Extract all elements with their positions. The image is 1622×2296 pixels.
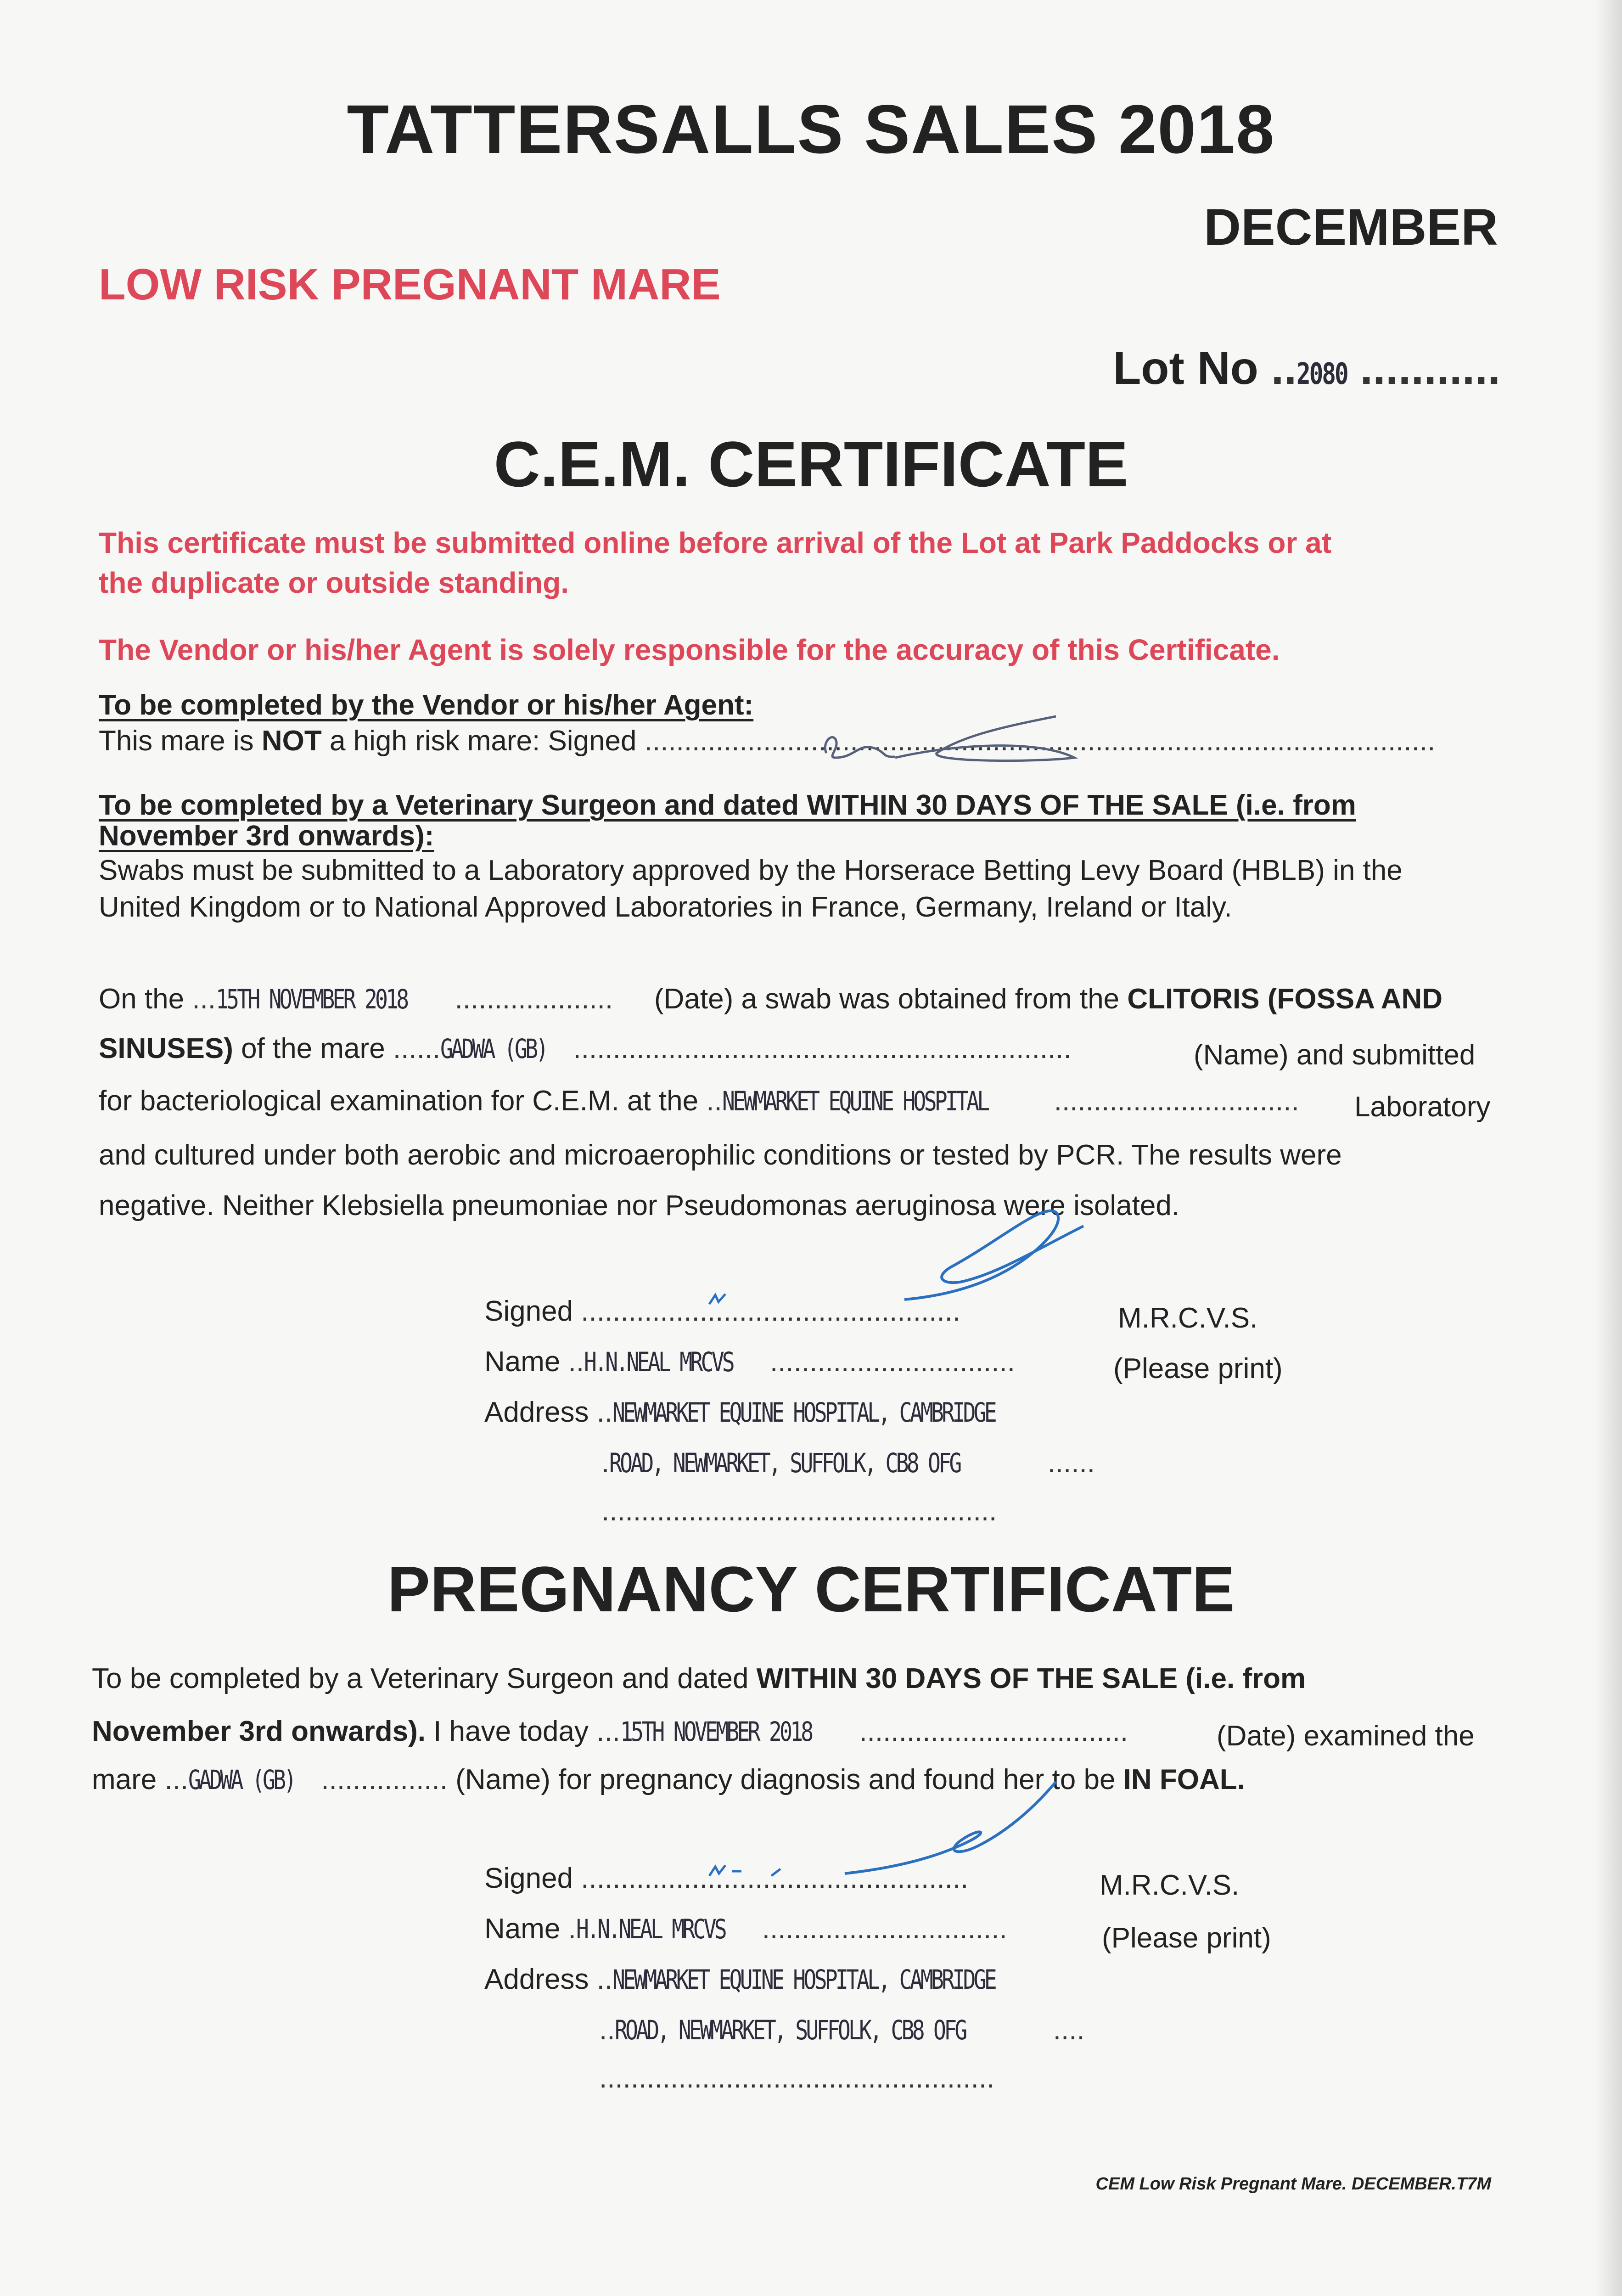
vet-section-heading-line1: To be completed by a Veterinary Surgeon and dated WITHIN 30 DAYS OF THE SALE (i.e. from bbox=[99, 789, 1356, 821]
cem-address-line1-field: NEWMARKET EQUINE HOSPITAL, CAMBRIDGE bbox=[612, 1397, 995, 1428]
document-title: TATTERSALLS SALES 2018 bbox=[347, 90, 1275, 168]
notice-submit-online-line1: This certificate must be submitted online before arrival of the Lot at Park Paddocks or at bbox=[99, 526, 1332, 559]
pregnancy-name-row: Name .H.N.NEAL MRCVS ............................... bbox=[484, 1913, 1007, 1945]
cem-lab-field: NEWMARKET EQUINE HOSPITAL bbox=[722, 1086, 988, 1117]
cem-lab-row-right: Laboratory bbox=[1354, 1091, 1491, 1123]
vendor-declaration-row: This mare is NOT a high risk mare: Signed .................................................................................................... bbox=[99, 725, 1436, 757]
cem-mare-row: SINUSES) of the mare ......GADWA (GB) ............................................................... bbox=[99, 1033, 1072, 1064]
mare-category: LOW RISK PREGNANT MARE bbox=[99, 260, 721, 309]
pregnancy-mare-name-field: GADWA (GB) bbox=[188, 1764, 295, 1795]
pregnancy-address-row: Address ..NEWMARKET EQUINE HOSPITAL, CAMBRIDGE bbox=[484, 1964, 995, 1995]
pregnancy-address-line2-field: ROAD, NEWMARKET, SUFFOLK, CB8 OFG bbox=[615, 2015, 965, 2046]
pregnancy-para-line2: November 3rd onwards). I have today ...15TH NOVEMBER 2018 .................................. bbox=[92, 1716, 1128, 1747]
cem-signed-row: Signed ................................................ bbox=[484, 1295, 961, 1327]
cem-lab-row: for bacteriological examination for C.E.M. at the ..NEWMARKET EQUINE HOSPITAL ............................... bbox=[99, 1085, 1299, 1117]
vendor-section-heading: To be completed by the Vendor or his/her Agent: bbox=[99, 689, 754, 721]
pregnancy-mrcvs-label: M.R.C.V.S. bbox=[1100, 1869, 1240, 1901]
cem-swab-date-field: 15TH NOVEMBER 2018 bbox=[216, 984, 407, 1015]
swab-requirement-line2: United Kingdom or to National Approved Laboratories in France, Germany, Ireland or Italy. bbox=[99, 891, 1232, 923]
pregnancy-signed-row: Signed ................................................. bbox=[484, 1863, 969, 1894]
sale-month: DECEMBER bbox=[1204, 198, 1498, 256]
pregnancy-para-line3: mare ...GADWA (GB) ................ (Name) for pregnancy diagnosis and found her to be IN FOAL. bbox=[92, 1764, 1245, 1795]
cem-mare-row-right: (Name) and submitted bbox=[1194, 1039, 1476, 1071]
vendor-signature bbox=[817, 689, 1139, 771]
pregnancy-address-line1-field: NEWMARKET EQUINE HOSPITAL, CAMBRIDGE bbox=[612, 1964, 995, 1995]
lot-label: Lot No bbox=[1113, 343, 1258, 394]
cem-cultured-text: and cultured under both aerobic and microaerophilic conditions or tested by PCR. The results were bbox=[99, 1139, 1342, 1171]
notice-submit-online-line2: the duplicate or outside standing. bbox=[99, 566, 569, 599]
cem-date-row: On the ...15TH NOVEMBER 2018 .................... bbox=[99, 983, 613, 1015]
pregnancy-certificate-title: PREGNANCY CERTIFICATE bbox=[387, 1553, 1235, 1625]
notice-vendor-responsibility: The Vendor or his/her Agent is solely responsible for the accuracy of this Certificate. bbox=[99, 633, 1280, 666]
pregnancy-exam-date-field: 15TH NOVEMBER 2018 bbox=[620, 1716, 812, 1747]
pregnancy-vet-name-field: H.N.NEAL MRCVS bbox=[576, 1913, 725, 1945]
footer-form-reference: CEM Low Risk Pregnant Mare. DECEMBER.T7M bbox=[1095, 2174, 1491, 2194]
pregnancy-para-line2-right: (Date) examined the bbox=[1217, 1720, 1475, 1752]
cem-certificate-title: C.E.M. CERTIFICATE bbox=[494, 428, 1128, 500]
lot-number-row: Lot No ..2080 ........... bbox=[1113, 343, 1500, 394]
cem-vet-name-field: H.N.NEAL MRCVS bbox=[584, 1346, 733, 1378]
cem-mare-name-field: GADWA (GB) bbox=[440, 1033, 547, 1064]
cem-negative-text: negative. Neither Klebsiella pneumoniae nor Pseudomonas aeruginosa were isolated. bbox=[99, 1190, 1180, 1221]
cem-mrcvs-label: M.R.C.V.S. bbox=[1118, 1302, 1258, 1334]
vet-section-heading-line2: November 3rd onwards): bbox=[99, 820, 434, 852]
swab-requirement-line1: Swabs must be submitted to a Laboratory approved by the Horserace Betting Levy Board (HBLB) in the bbox=[99, 855, 1403, 886]
cem-address-line3-blank: .................................................. bbox=[601, 1495, 997, 1527]
cem-vet-signature bbox=[900, 1176, 1093, 1313]
cem-please-print: (Please print) bbox=[1113, 1353, 1283, 1384]
cem-address-row: Address ..NEWMARKET EQUINE HOSPITAL, CAMBRIDGE bbox=[484, 1396, 995, 1428]
pregnancy-please-print: (Please print) bbox=[1102, 1922, 1271, 1954]
cem-name-row: Name ..H.N.NEAL MRCVS ............................... bbox=[484, 1346, 1015, 1378]
pregnancy-address-line3-blank: .................................................. bbox=[599, 2062, 995, 2094]
cem-address-line2-row: .ROAD, NEWMARKET, SUFFOLK, CB8 OFG ...... bbox=[601, 1447, 1095, 1479]
cem-address-line2-field: ROAD, NEWMARKET, SUFFOLK, CB8 OFG bbox=[609, 1447, 960, 1479]
lot-number-value: 2080 bbox=[1296, 357, 1347, 391]
pregnancy-para-line1: To be completed by a Veterinary Surgeon and dated WITHIN 30 DAYS OF THE SALE (i.e. from bbox=[92, 1663, 1306, 1694]
cem-date-row-right: (Date) a swab was obtained from the CLITORIS (FOSSA AND bbox=[654, 983, 1443, 1015]
page-edge-shadow bbox=[1594, 0, 1622, 2296]
pregnancy-address-line2-row: ..ROAD, NEWMARKET, SUFFOLK, CB8 OFG .... bbox=[599, 2014, 1085, 2046]
